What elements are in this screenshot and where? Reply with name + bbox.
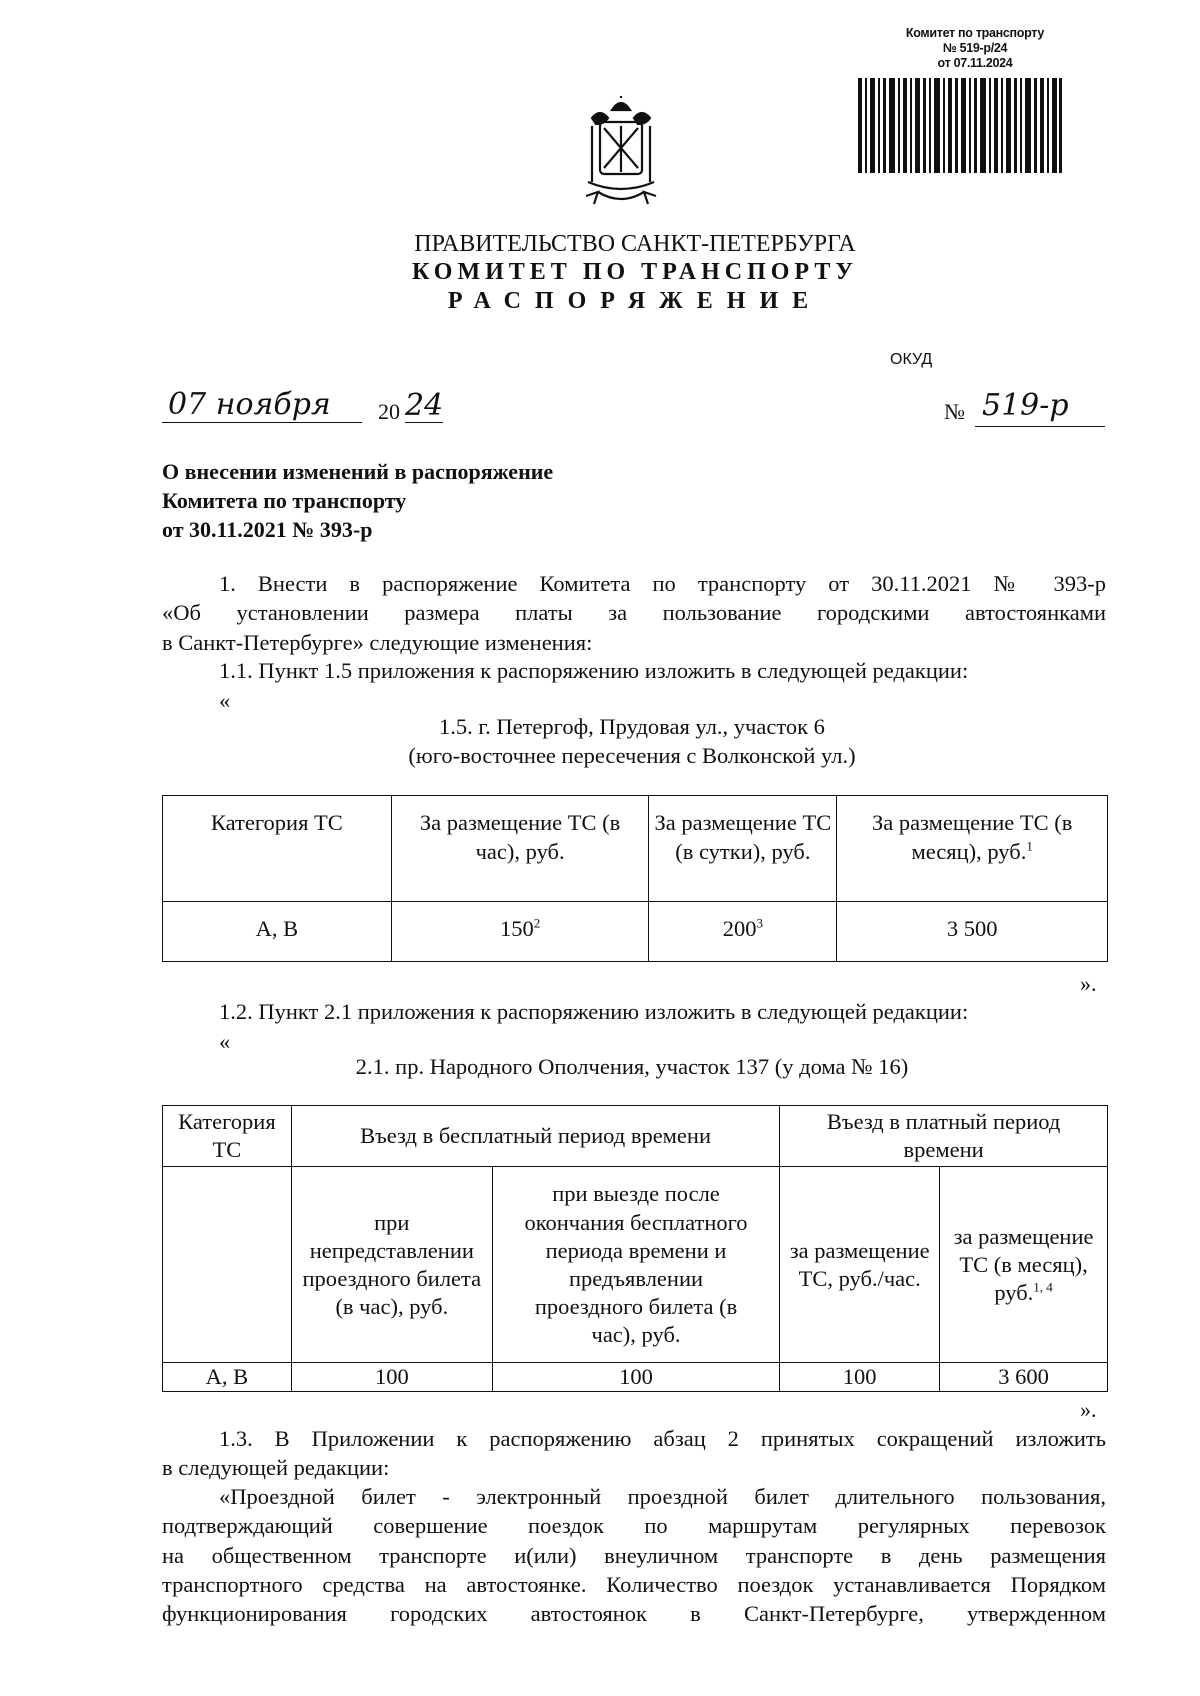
item-1-5-title-line-2: (юго-восточнее пересечения с Волконской ул.) [408, 743, 856, 768]
header-paid-period: Въезд в платный период времени [780, 1106, 1108, 1167]
p1-line-2: «Об установлении размера платы за пользование городскими автостоянками [162, 600, 1106, 626]
number-underline [975, 426, 1105, 427]
paragraph-ticket-definition [162, 1482, 1106, 1628]
p14-line-4: транспортного средства на автостоянке. Количество поездок устанавливается Порядком [162, 1571, 1106, 1597]
cell-hour-sup: 2 [533, 915, 541, 931]
table-header-row [163, 1106, 1108, 1167]
p14-line-1: «Проездной билет - электронный проездной билет длительного пользования, [219, 1484, 1106, 1509]
header-category: Категория ТС [163, 1106, 292, 1167]
cell-hour-value: 150 [499, 916, 534, 941]
cell-category: А, В [163, 902, 392, 962]
subheader-no-ticket: при непредставлении проездного билета (в час), руб. [291, 1167, 492, 1363]
cell-paid-month: 3 600 [940, 1363, 1108, 1392]
date-underline [162, 422, 362, 423]
cell-day-value: 200 [722, 916, 757, 941]
subject-line-3: от 30.11.2021 № 393-р [162, 517, 373, 542]
header-month-text: За размещение ТС (в месяц), руб. [871, 810, 1073, 865]
paragraph-1-3 [162, 1424, 1106, 1483]
subject-line-2: Комитета по транспорту [162, 488, 407, 513]
cell-day-sup: 3 [756, 915, 763, 931]
cell-with-ticket: 100 [492, 1363, 779, 1392]
document-subject [162, 457, 553, 544]
p1-line-3: в Санкт-Петербурге» следующие изменения: [162, 629, 593, 655]
tariff-table-1-5 [162, 795, 1108, 962]
close-quote-2: ». [1080, 1397, 1097, 1422]
tariff-table-2-1 [162, 1105, 1108, 1392]
subheader-with-ticket: при выезде после окончания бесплатного периода времени и предъявлении проездного билета (в час), руб. [492, 1167, 779, 1363]
okud-label: ОКУД [890, 351, 933, 368]
cell-month: 3 500 [837, 902, 1108, 962]
subheader-paid-month-text: за размещение ТС (в месяц), руб. [953, 1223, 1094, 1305]
barcode-icon [858, 78, 1063, 173]
year-prefix: 20 [378, 399, 400, 424]
p13-line-2: в следующей редакции: [162, 1455, 390, 1481]
subheader-empty [163, 1167, 292, 1363]
item-1-5-title-line-1: 1.5. г. Петергоф, Прудовая ул., участок 6 [439, 714, 825, 739]
stamp-line-1: Комитет по транспорту [905, 26, 1045, 40]
header-category: Категория ТС [163, 796, 392, 902]
table-header-row [163, 796, 1108, 902]
subheader-paid-hour: за размещение ТС, руб./час. [780, 1167, 940, 1363]
header-month [837, 796, 1108, 902]
paragraph-1-2: 1.2. Пункт 2.1 приложения к распоряжению изложить в следующей редакции: [219, 999, 969, 1024]
stamp-line-3: от 07.11.2024 [937, 56, 1013, 70]
open-quote-2: « [219, 1029, 231, 1054]
subject-line-1: О внесении изменений в распоряжение [162, 459, 554, 484]
subheader-paid-month [940, 1167, 1108, 1363]
cell-paid-hour: 100 [780, 1363, 940, 1392]
open-quote-1: « [219, 688, 231, 713]
table-subheader-row [163, 1167, 1108, 1363]
handwritten-number: 519-р [982, 388, 1069, 423]
cell-day [649, 902, 837, 962]
table-row [163, 902, 1108, 962]
cell-category: А, В [163, 1363, 292, 1392]
header-free-period: Въезд в бесплатный период времени [291, 1106, 779, 1167]
p1-line-1: 1. Внести в распоряжение Комитета по транспорту от 30.11.2021 № 393-р [219, 571, 1106, 596]
close-quote-1: ». [1080, 971, 1097, 996]
p14-line-3: на общественном транспорте и(или) внеуличном транспорте в день размещения [162, 1542, 1106, 1568]
government-title: ПРАВИТЕЛЬСТВО САНКТ-ПЕТЕРБУРГА [414, 231, 856, 257]
header-month-sup: 1 [1026, 838, 1033, 854]
registration-stamp [860, 26, 1090, 71]
handwritten-year: 24 [405, 388, 444, 423]
document-type-title: РАСПОРЯЖЕНИЕ [447, 288, 823, 314]
subheader-paid-month-sup: 1, 4 [1033, 1279, 1053, 1295]
stamp-line-2: № 519-р/24 [942, 41, 1008, 55]
handwritten-date: 07 ноября [168, 387, 331, 422]
cell-no-ticket: 100 [291, 1363, 492, 1392]
table-row [163, 1363, 1108, 1392]
cell-hour [391, 902, 649, 962]
paragraph-1-1: 1.1. Пункт 1.5 приложения к распоряжению изложить в следующей редакции: [219, 658, 969, 683]
committee-title: КОМИТЕТ ПО ТРАНСПОРТУ [412, 259, 858, 285]
header-day: За размещение ТС (в сутки), руб. [649, 796, 837, 902]
number-sign: № [944, 399, 965, 424]
p14-line-5: функционирования городских автостоянок в Санкт-Петербурге, утвержденном [162, 1601, 1106, 1626]
p14-line-2: подтверждающий совершение поездок по маршрутам регулярных перевозок [162, 1513, 1106, 1539]
coat-of-arms-icon [582, 96, 660, 208]
year-underline [405, 422, 443, 423]
item-2-1-title: 2.1. пр. Народного Ополчения, участок 137 (у дома № 16) [355, 1054, 909, 1079]
paragraph-1 [162, 569, 1106, 657]
p13-line-1: 1.3. В Приложении к распоряжению абзац 2 принятых сокращений изложить [219, 1426, 1106, 1451]
header-hour: За размещение ТС (в час), руб. [391, 796, 649, 902]
